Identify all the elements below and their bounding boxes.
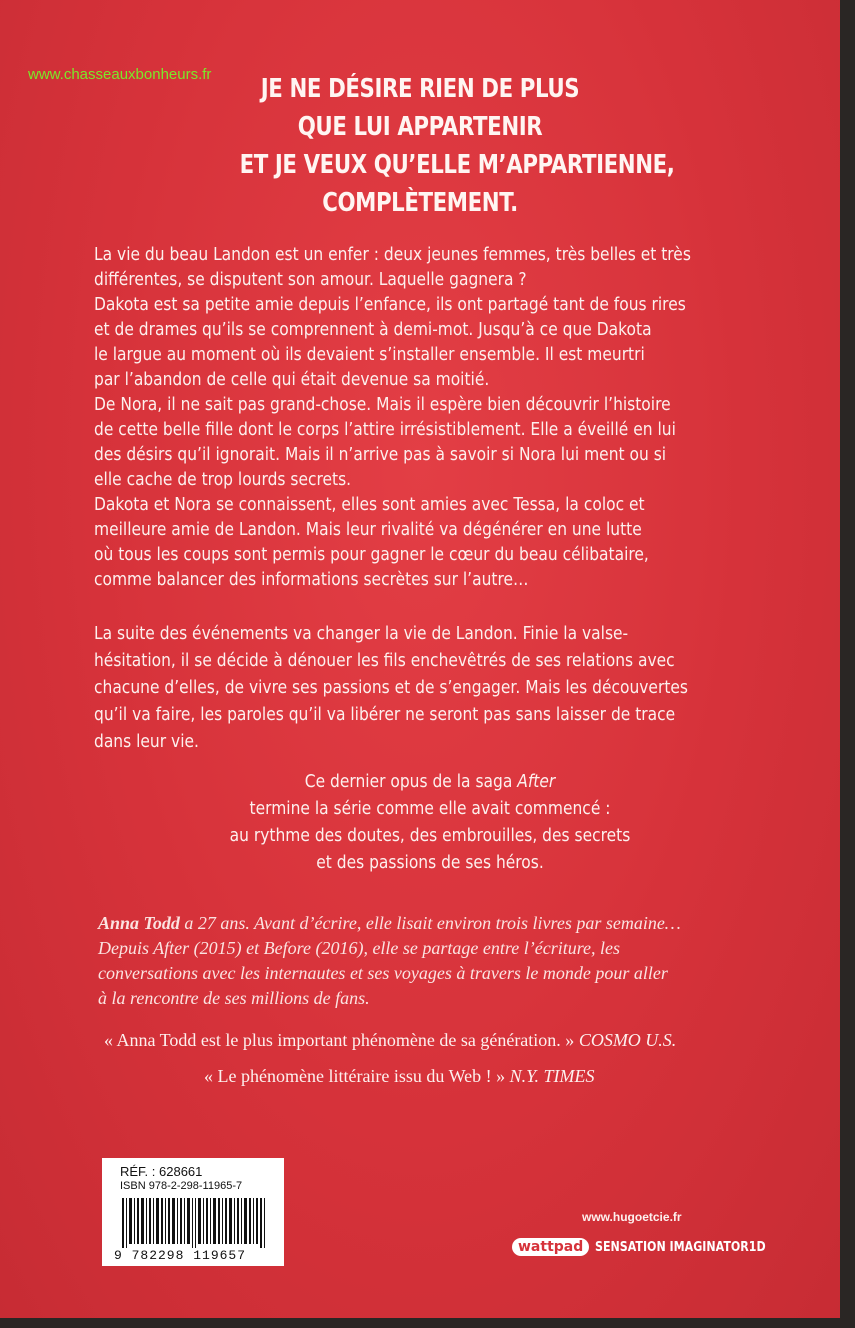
watermark-url[interactable]: www.chasseauxbonheurs.fr [28,66,212,83]
synopsis-line: des désirs qu’il ignorait. Mais il n’arrive pas à savoir si Nora lui ment ou si [94,444,667,465]
isbn-number: ISBN 978-2-298-11965-7 [120,1180,243,1192]
closing-text: Ce dernier opus de la saga [304,771,518,792]
press-quote-text: « Anna Todd est le plus important phénomène de sa génération. » [104,1030,575,1050]
synopsis-line: par l’abandon de celle qui était devenue sa moitié. [94,369,490,390]
continuation-line: dans leur vie. [94,731,199,752]
saga-closing [180,768,680,876]
headline-line: COMPLÈTEMENT. [322,188,518,218]
synopsis-line: le largue au moment où ils devaient s’installer ensemble. Il est meurtri [94,344,645,365]
author-bio-line: conversations avec les internautes et ses voyages à travers le monde pour aller [98,963,668,983]
synopsis-line: elle cache de trop lourds secrets. [94,469,352,490]
barcode-icon [122,1198,272,1248]
continuation-paragraph [94,620,774,755]
synopsis-line: Dakota est sa petite amie depuis l’enfance, ils ont partagé tant de fous rires [94,294,686,315]
wattpad-logo: wattpad [512,1238,589,1256]
author-bio-line: Depuis After (2015) et Before (2016), elle se partage entre l’écriture, les [98,938,621,958]
continuation-line: La suite des événements va changer la vie de Landon. Finie la valse- [94,623,629,644]
synopsis-line: où tous les coups sont permis pour gagner le cœur du beau célibataire, [94,544,649,565]
collection-name: SENSATION IMAGINATOR1D [595,1239,766,1255]
closing-line: termine la série comme elle avait commencé : [249,798,611,819]
synopsis-line: La vie du beau Landon est un enfer : deux jeunes femmes, très belles et très [94,244,691,265]
author-bio-text: a 27 ans. Avant d’écrire, elle lisait environ trois livres par semaine… [179,913,681,933]
closing-line [215,768,645,795]
continuation-line: hésitation, il se décide à dénouer les fils enchevêtrés de ses relations avec [94,650,675,671]
reference-number: RÉF. : 628661 [120,1164,203,1179]
synopsis-line: et de drames qu’ils se comprennent à demi-mot. Jusqu’à ce que Dakota [94,319,652,340]
press-quote-source: COSMO U.S. [578,1030,677,1050]
press-quote-source: N.Y. TIMES [509,1066,595,1086]
press-quote-text: « Le phénomène littéraire issu du Web ! » [204,1066,506,1086]
closing-line: et des passions de ses héros. [316,852,544,873]
saga-title: After [517,771,556,792]
continuation-line: qu’il va faire, les paroles qu’il va libérer ne seront pas sans laisser de trace [94,704,676,725]
synopsis-line: comme balancer des informations secrètes sur l’autre… [94,569,529,590]
headline-line: JE NE DÉSIRE RIEN DE PLUS [260,74,580,104]
barcode-label [102,1158,284,1266]
publisher-website[interactable]: www.hugoetcie.fr [582,1210,682,1224]
continuation-line: chacune d’elles, de vivre ses passions et de s’engager. Mais les découvertes [94,677,688,698]
headline-line: ET JE VEUX QU’ELLE M’APPARTIENNE, [239,150,675,180]
headline-line: QUE LUI APPARTENIR [297,112,543,142]
publisher-brand [512,1238,796,1256]
press-quote [104,1030,676,1051]
closing-line: au rythme des doutes, des embrouilles, des secrets [229,825,631,846]
author-bio [98,911,798,1011]
author-name: Anna Todd [98,913,180,933]
author-bio-line: à la rencontre de ses millions de fans. [98,988,370,1008]
author-bio-line [98,911,798,936]
synopsis-line: De Nora, il ne sait pas grand-chose. Mais il espère bien découvrir l’histoire [94,394,671,415]
synopsis-line: différentes, se disputent son amour. Laquelle gagnera ? [94,269,527,290]
synopsis-line: Dakota et Nora se connaissent, elles sont amies avec Tessa, la coloc et [94,494,645,515]
headline-quote [239,70,675,222]
barcode-digits: 9 782298 119657 [114,1248,247,1263]
press-quote [204,1066,595,1087]
synopsis-line: meilleure amie de Landon. Mais leur rivalité va dégénérer en une lutte [94,519,642,540]
synopsis-line: de cette belle fille dont le corps l’attire irrésistiblement. Elle a éveillé en lui [94,419,676,440]
synopsis-paragraph [94,242,774,592]
